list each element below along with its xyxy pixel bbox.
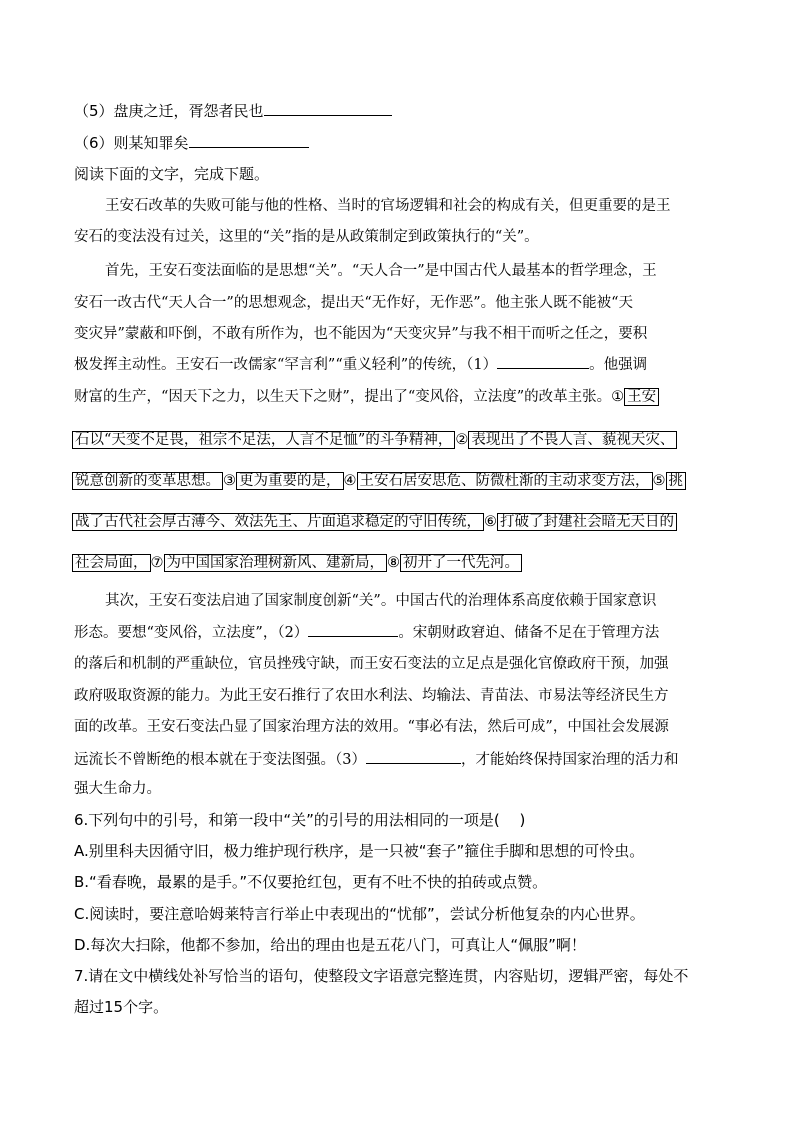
- item-5: （5）盘庚之迁，胥怨者民也: [74, 101, 392, 121]
- boxed-sentence: 为中国国家治理树新风、建新局，: [164, 554, 388, 572]
- option-b[interactable]: B.“看春晚，最累的是手。”不仅要抢红包，更有不吐不快的拍砖或点赞。: [74, 873, 548, 891]
- option-a[interactable]: A.别里科夫因循守旧，极力维护现行秩序，是一只被“套子”箍住手脚和思想的可怜虫。: [74, 842, 645, 860]
- question-7-stem-cont: 超过15个字。: [74, 998, 169, 1016]
- boxed-sentence: 石以“天变不足畏，祖宗不足法，人言不足恤”的斗争精神，: [72, 431, 455, 449]
- option-c[interactable]: C.阅读时，要注意哈姆莱特言行举止中表现出的“忧郁”，尝试分析他复杂的内心世界。: [74, 905, 645, 923]
- sentence-number: ①: [611, 389, 625, 405]
- passage-line: 安石的变法没有过关，这里的“关”指的是从政策制定到政策执行的“关”。: [74, 229, 539, 245]
- sentence-number: ⑦: [150, 555, 164, 571]
- boxed-sentence: 王安: [624, 388, 659, 406]
- sentence-number: ⑥: [484, 514, 497, 530]
- blank-1[interactable]: [497, 354, 589, 369]
- passage-line: 王安石改革的失败可能与他的性格、当时的官场逻辑和社会的构成有关，但更重要的是王: [105, 198, 671, 214]
- boxed-sentence: 更为重要的是，: [236, 472, 344, 490]
- passage-line: 面的改革。王安石变法凸显了国家治理方法的效用。“事必有法，然后可成”，中国社会发展源: [74, 719, 669, 735]
- instruction: 阅读下面的文字，完成下题。: [74, 165, 270, 183]
- passage-line: 政府吸取资源的能力。为此王安石推行了农田水利法、均输法、青苗法、市易法等经济民生方: [74, 688, 669, 704]
- passage-line: [72, 471, 686, 491]
- boxed-sentence: 锐意创新的变革思想。: [72, 472, 223, 490]
- answer-blank[interactable]: [264, 101, 392, 116]
- answer-blank[interactable]: [189, 133, 309, 148]
- passage-line: [72, 430, 677, 450]
- sentence-number: ③: [223, 473, 236, 489]
- blank-2[interactable]: [308, 622, 398, 637]
- passage-line: 强大生命力。: [74, 781, 161, 797]
- passage-line: 的落后和机制的严重缺位，官员挫残守缺，而王安石变法的立足点是强化官僚政府干预，加强: [74, 656, 669, 672]
- boxed-sentence: 挑: [666, 472, 687, 490]
- passage-line: 变灾异”蒙蔽和吓倒，不敢有所作为，也不能因为“天变灾异”与我不相干而听之任之，要积: [74, 326, 648, 342]
- boxed-sentence: 打破了封建社会暗无天日的: [497, 513, 677, 531]
- option-d[interactable]: D.每次大扫除，他都不参加，给出的理由也是五花八门，可真让人“佩服”啊！: [74, 936, 586, 954]
- sentence-number: ⑧: [387, 555, 400, 571]
- passage-line: 极发挥主动性。王安石一改儒家“罕言利”“重义轻利”的传统，（1） 。他强调: [74, 354, 647, 375]
- sentence-number: ②: [455, 432, 469, 448]
- boxed-sentence: 战了古代社会厚古薄今、效法先王、片面追求稳定的守旧传统，: [72, 513, 484, 531]
- passage-line: 财富的生产，“因天下之力，以生天下之财”，提出了“变风俗，立法度”的改革主张。① 王安: [74, 387, 659, 407]
- item-6: （6）则某知罪矣: [74, 133, 309, 153]
- question-6-stem: 6.下列句中的引号，和第一段中“关”的引号的用法相同的一项是( ): [74, 811, 526, 829]
- passage-line: [72, 512, 677, 532]
- passage-line: 形态。要想“变风俗，立法度”，（2） 。宋朝财政窘迫、储备不足在于管理方法: [74, 622, 659, 643]
- sentence-number: ④: [343, 473, 357, 489]
- blank-3[interactable]: [366, 749, 461, 764]
- passage-line: 其次，王安石变法启迪了国家制度创新“关”。中国古代的治理体系高度依赖于国家意识: [105, 593, 657, 609]
- passage-line: [72, 553, 522, 573]
- question-7-stem: 7.请在文中横线处补写恰当的语句，使整段文字语意完整连贯，内容贴切，逻辑严密，每处不: [74, 967, 689, 985]
- boxed-sentence: 初开了一代先河。: [400, 554, 522, 572]
- sentence-number: ⑤: [652, 473, 666, 489]
- boxed-sentence: 表现出了不畏人言、藐视天灾、: [468, 431, 677, 449]
- passage-line: 远流长不曾断绝的根本就在于变法图强。（3） ，才能始终保持国家治理的活力和: [74, 749, 678, 770]
- boxed-sentence: 王安石居安思危、防微杜渐的主动求变方法，: [357, 472, 653, 490]
- passage-line: 安石一改古代“天人合一”的思想观念，提出天“无作好，无作恶”。他主张人既不能被“天: [74, 295, 634, 311]
- passage-line: 首先，王安石变法面临的是思想“关”。“天人合一”是中国古代人最基本的哲学理念，王: [105, 263, 657, 279]
- boxed-sentence: 社会局面，: [72, 554, 151, 572]
